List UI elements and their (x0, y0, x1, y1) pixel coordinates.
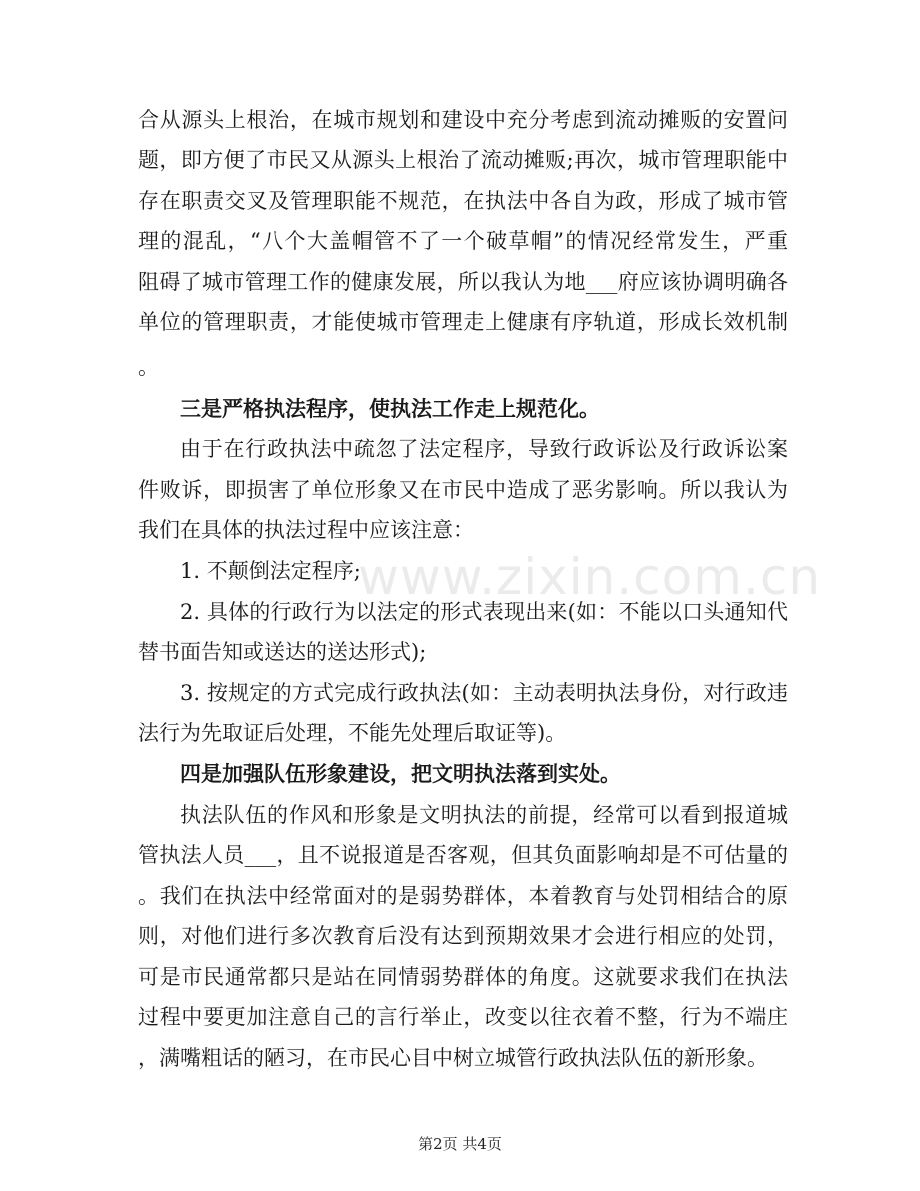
text-line: 件败诉，即损害了单位形象又在市民中造成了恶劣影响。所以我认为 (138, 478, 788, 502)
list-item: 3. 按规定的方式完成行政执法(如：主动表明执法身份，对行政违 (180, 681, 788, 705)
text-line: 我们在具体的执法过程中应该注意： (138, 518, 474, 542)
text-line: 由于在行政执法中疏忽了法定程序，导致行政诉讼及行政诉讼案 (180, 437, 788, 461)
text-line: 管执法人员___，且不说报道是否客观，但其负面影响却是不可估量的 (138, 843, 788, 867)
text-line: ，满嘴粗话的陋习，在市民心目中树立城管行政执法队伍的新形象。 (138, 1046, 768, 1070)
page-number-footer: 第2页 共4页 (418, 1135, 502, 1153)
text-line: 阻碍了城市管理工作的健康发展，所以我认为地___府应该协调明确各 (138, 270, 788, 294)
list-item: 2. 具体的行政行为以法定的形式表现出来(如：不能以口头通知代 (180, 600, 788, 624)
text-line: 替书面告知或送达的送达形式); (138, 640, 427, 664)
text-line: 单位的管理职责，才能使城市管理走上健康有序轨道，形成长效机制 (138, 310, 788, 334)
text-line: 则，对他们进行多次教育后没有达到预期效果才会进行相应的处罚， (138, 924, 788, 948)
text-line: 可是市民通常都只是站在同情弱势群体的角度。这就要求我们在执法 (138, 965, 788, 989)
text-line: 执法队伍的作风和形象是文明执法的前提，经常可以看到报道城 (180, 803, 788, 827)
text-line: 过程中要更加注意自己的言行举止，改变以往衣着不整，行为不端庄 (138, 1005, 788, 1029)
text-line: 存在职责交叉及管理职能不规范，在执法中各自为政，形成了城市管 (138, 189, 788, 213)
watermark: www.zixin.com.cn (358, 548, 822, 606)
text-line: 法行为先取证后处理，不能先处理后取证等)。 (138, 721, 567, 745)
text-line: 题，即方便了市民又从源头上根治了流动摊贩;再次，城市管理职能中 (138, 148, 788, 172)
text-line: 合从源头上根治，在城市规划和建设中充分考虑到流动摊贩的安置问 (138, 108, 788, 132)
text-line: 。 (138, 355, 159, 379)
text-line: 。我们在执法中经常面对的是弱势群体，本着教育与处罚相结合的原 (138, 884, 788, 908)
section-heading: 三是严格执法程序，使执法工作走上规范化。 (180, 396, 600, 421)
list-item: 1. 不颠倒法定程序; (180, 559, 361, 583)
section-heading: 四是加强队伍形象建设，把文明执法落到实处。 (180, 761, 621, 786)
text-line: 理的混乱，“八个大盖帽管不了一个破草帽”的情况经常发生，严重 (138, 229, 788, 253)
